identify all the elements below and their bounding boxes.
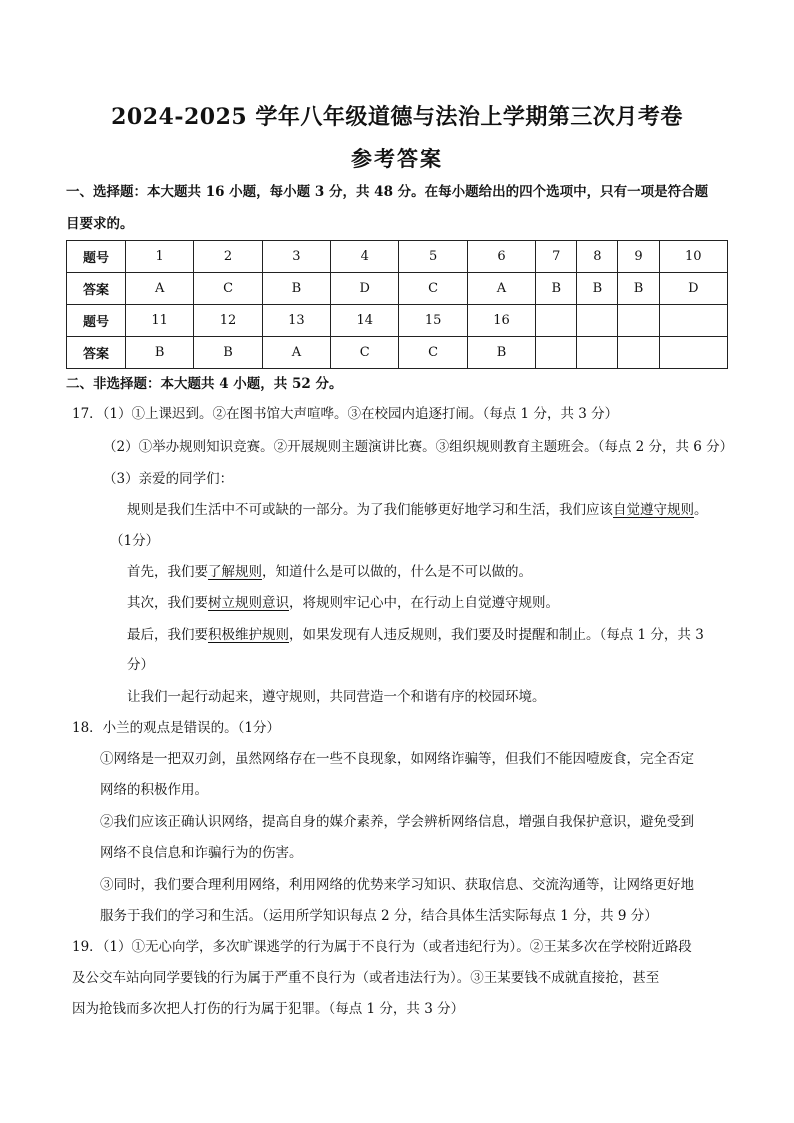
q17-letter-para-5: 让我们一起行动起来，遵守规则，共同营造一个和谐有序的校园环境。 [127,689,546,705]
row-label-answer: 答案 [67,337,126,369]
table-row [67,337,728,369]
table-cell: D [331,273,399,305]
table-cell: 11 [126,305,194,337]
q17-part-1: 17．（1）①上课迟到。②在图书馆大声喧哗。③在校园内追逐打闹。（每点 1 分，共 3 分） [72,406,619,422]
table-cell: D [659,273,727,305]
answer-table [66,240,728,369]
underlined-keyword: 自觉遵守规则 [613,502,694,518]
table-cell: 15 [399,305,467,337]
table-cell [536,337,577,369]
table-cell [536,305,577,337]
q18-point-3: ③同时，我们要合理利用网络，利用网络的优势来学习知识、获取信息、交流沟通等，让网络更好地 [100,877,694,893]
table-cell: 5 [399,241,467,273]
q17-letter-para-3 [127,593,559,613]
letter-text: 其次，我们要 [127,595,208,611]
table-cell: B [262,273,330,305]
table-cell: A [262,337,330,369]
table-cell: B [536,273,577,305]
table-cell [618,337,659,369]
table-cell [659,305,727,337]
table-cell: B [194,337,262,369]
table-cell: A [126,273,194,305]
section-2-heading: 二、非选择题：本大题共 4 小题，共 52 分。 [66,376,343,392]
table-cell: 7 [536,241,577,273]
q18-point-2-cont: 网络不良信息和诈骗行为的伤害。 [100,845,303,861]
table-cell [577,305,618,337]
row-label-question: 题号 [67,305,126,337]
q18-point-2: ②我们应该正确认识网络，提高自身的媒介素养，学会辨析网络信息，增强自我保护意识，避免受到 [100,814,694,830]
table-cell: B [618,273,659,305]
q18-point-1: ①网络是一把双刃剑，虽然网络存在一些不良现象，如网络诈骗等，但我们不能因噎废食，完全否定 [100,751,694,767]
page-subtitle: 参考答案 [351,146,443,171]
q18-point-3-cont: 服务于我们的学习和生活。（运用所学知识每点 2 分，结合具体生活实际每点 1 分，共 9 分） [100,908,658,924]
q17-letter-para-4-cont: 分） [127,657,154,673]
table-cell: 14 [331,305,399,337]
letter-text: ，如果发现有人违反规则，我们要及时提醒和制止。（每点 1 分，共 3 [289,627,704,643]
table-cell: 12 [194,305,262,337]
q17-part-2: （2）①举办规则知识竞赛。②开展规则主题演讲比赛。③组织规则教育主题班会。（每点 2 分，共 6 分） [103,439,734,455]
q19-line-3: 因为抢钱而多次把人打伤的行为属于犯罪。（每点 1 分，共 3 分） [72,1001,465,1017]
row-label-answer: 答案 [67,273,126,305]
table-cell [659,337,727,369]
table-cell: 9 [618,241,659,273]
letter-text: 。 [694,502,708,518]
table-row [67,305,728,337]
section-1-line-2: 目要求的。 [66,216,134,232]
table-cell: 10 [659,241,727,273]
letter-text: ，知道什么是可以做的，什么是不可以做的。 [262,564,532,580]
table-cell: B [126,337,194,369]
table-cell: C [194,273,262,305]
underlined-keyword: 了解规则 [208,564,262,580]
table-cell: 3 [262,241,330,273]
row-label-question: 题号 [67,241,126,273]
q19-line-1: 19．（1）①无心向学，多次旷课逃学的行为属于不良行为（或者违纪行为）。②王某多次在学校附近路段 [72,939,692,955]
q17-part-3: （3）亲爱的同学们： [103,471,234,487]
table-cell: 2 [194,241,262,273]
letter-text: ，将规则牢记心中，在行动上自觉遵守规则。 [289,595,559,611]
q17-letter-score: （1分） [110,533,160,549]
table-cell: 1 [126,241,194,273]
table-cell: B [467,337,535,369]
page-title: 2024-2025 学年八年级道德与法治上学期第三次月考卷 [111,104,683,130]
q17-letter-para-4 [127,625,704,645]
table-cell: C [399,337,467,369]
table-cell: 4 [331,241,399,273]
table-cell [618,305,659,337]
underlined-keyword: 积极维护规则 [208,627,289,643]
letter-text: 规则是我们生活中不可或缺的一部分。为了我们能够更好地学习和生活，我们应该 [127,502,613,518]
table-cell: A [467,273,535,305]
table-cell [577,337,618,369]
q17-letter-para-2 [127,562,532,582]
section-1-line-1: 一、选择题：本大题共 16 小题，每小题 3 分，共 48 分。在每小题给出的四个选项中，只有一项是符合题 [66,184,709,200]
table-cell: B [577,273,618,305]
table-cell: 6 [467,241,535,273]
q19-line-2: 及公交车站向同学要钱的行为属于严重不良行为（或者违法行为）。③王某要钱不成就直接抢，甚至 [72,970,660,986]
underlined-keyword: 树立规则意识 [208,595,289,611]
section-1-heading [66,176,736,240]
table-row [67,273,728,305]
table-cell: 13 [262,305,330,337]
q18-point-1-cont: 网络的积极作用。 [100,782,208,798]
letter-text: 首先，我们要 [127,564,208,580]
table-cell: 8 [577,241,618,273]
q18-conclusion: 18．小兰的观点是错误的。（1分） [72,720,281,736]
table-cell: C [399,273,467,305]
table-row [67,241,728,273]
table-cell: C [331,337,399,369]
q17-letter-para-1 [127,500,708,520]
letter-text: 最后，我们要 [127,627,208,643]
table-cell: 16 [467,305,535,337]
